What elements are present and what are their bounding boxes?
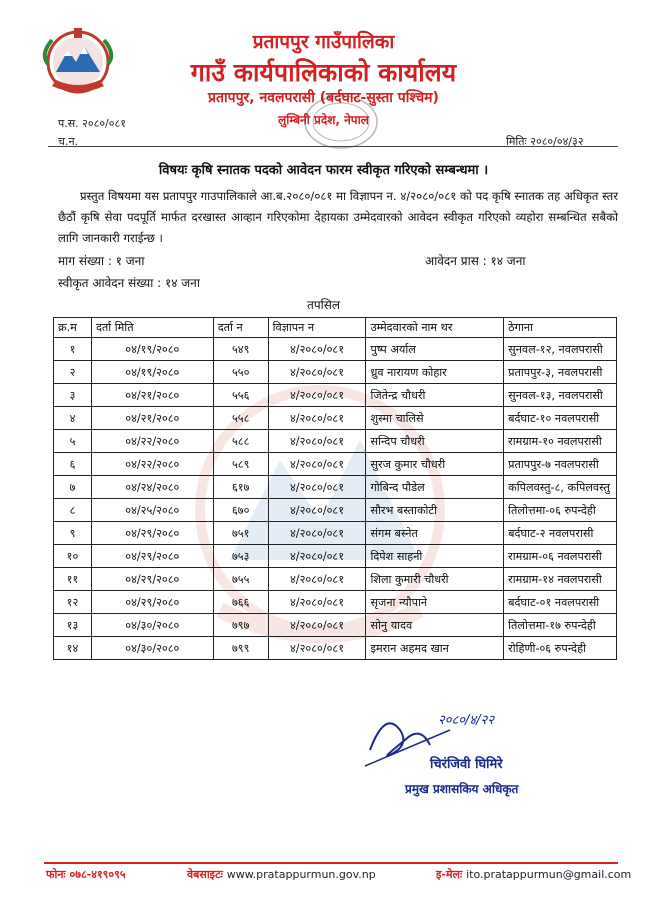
- officer-title: प्रमुख प्रशासकिय अधिकृत: [405, 782, 519, 796]
- table-row: [54, 568, 617, 591]
- cell-reg-no: ७५५: [213, 568, 268, 591]
- table-row: [54, 522, 617, 545]
- cell-ad-no: ४/२०८०/०८१: [268, 407, 366, 430]
- table-header-row: [54, 318, 617, 338]
- header-divider: [48, 146, 618, 147]
- cell-address: प्रतापपुर-७ नवलपरासी: [504, 453, 617, 476]
- table-title: तपसिल: [306, 298, 340, 312]
- table-row: [54, 499, 617, 522]
- cell-serial: ७: [54, 476, 92, 499]
- cell-candidate-name: शुस्मा चालिसे: [366, 407, 504, 430]
- cell-address: रामग्राम-१० नवलपरासी: [504, 430, 617, 453]
- cell-reg-date: ०४/३०/२०८०: [91, 614, 213, 637]
- cell-serial: ११: [54, 568, 92, 591]
- office-stamp: [302, 92, 380, 152]
- cell-address: रामग्राम-१४ नवलपरासी: [504, 568, 617, 591]
- letter-subject: विषयः कृषि स्नातक पदको आवेदन फारम स्वीकृत गरिएको सम्बन्धमा ।: [158, 163, 489, 178]
- cell-address: सुनवल-१२, नवलपरासी: [504, 338, 617, 361]
- cell-serial: २: [54, 361, 92, 384]
- cell-candidate-name: जितेन्द्र चौधरी: [366, 384, 504, 407]
- phone-label: फोनः: [46, 868, 66, 881]
- cell-serial: ३: [54, 384, 92, 407]
- cell-reg-date: ०४/२९/२०८०: [91, 545, 213, 568]
- table-row: [54, 430, 617, 453]
- cell-address: तिलोत्तमा-१७ रुपन्देही: [504, 614, 617, 637]
- table-row: [54, 384, 617, 407]
- email-label: इ-मेलः: [436, 868, 463, 881]
- cell-reg-date: ०४/२९/२०८०: [91, 522, 213, 545]
- cell-reg-no: ५५८: [213, 407, 268, 430]
- cell-ad-no: ४/२०८०/०८१: [268, 522, 366, 545]
- cell-candidate-name: इमरान अहमद खान: [366, 637, 504, 660]
- cell-candidate-name: सृजना न्यौपाने: [366, 591, 504, 614]
- col-header-candidate-name: उम्मेदवारको नाम थर: [366, 318, 504, 338]
- cell-address: बर्दघाट-१० नवलपरासी: [504, 407, 617, 430]
- cell-ad-no: ४/२०८०/०८१: [268, 430, 366, 453]
- cell-reg-date: ०४/२१/२०८०: [91, 384, 213, 407]
- cell-address: बर्दघाट-२ नवलपरासी: [504, 522, 617, 545]
- cell-serial: १४: [54, 637, 92, 660]
- cell-serial: ६: [54, 453, 92, 476]
- table-row: [54, 361, 617, 384]
- demand-count: माग संख्या : १ जना: [58, 254, 145, 268]
- col-header-serial: क्र.म: [54, 318, 92, 338]
- cell-reg-date: ०४/२१/२०८०: [91, 407, 213, 430]
- cell-ad-no: ४/२०८०/०८१: [268, 361, 366, 384]
- cell-serial: ९: [54, 522, 92, 545]
- cell-address: सुनवल-१३, नवलपरासी: [504, 384, 617, 407]
- cell-serial: ५: [54, 430, 92, 453]
- footer-phone: [46, 867, 126, 882]
- cell-reg-date: ०४/२९/२०८०: [91, 568, 213, 591]
- cell-address: तिलोत्तमा-०६ रुपन्देही: [504, 499, 617, 522]
- cell-reg-date: ०४/२२/२०८०: [91, 430, 213, 453]
- cell-reg-no: ५८८: [213, 430, 268, 453]
- cell-ad-no: ४/२०८०/०८१: [268, 384, 366, 407]
- footer-email: [436, 867, 631, 882]
- cell-reg-date: ०४/२९/२०८०: [91, 591, 213, 614]
- email-link[interactable]: ito.pratappurmun@gmail.com: [466, 868, 632, 881]
- footer-website: [187, 867, 376, 882]
- cell-reg-no: ७९९: [213, 637, 268, 660]
- office-name: गाउँ कार्यपालिकाको कार्यालय: [190, 58, 457, 87]
- cell-ad-no: ४/२०८०/०८१: [268, 545, 366, 568]
- cell-ad-no: ४/२०८०/०८१: [268, 338, 366, 361]
- col-header-ad-no: विज्ञापन न: [268, 318, 366, 338]
- footer-divider: [44, 862, 618, 864]
- cell-candidate-name: संगम बस्नेत: [366, 522, 504, 545]
- cell-serial: ८: [54, 499, 92, 522]
- office-address: प्रतापपुर, नवलपरासी (बर्दघाट-सुस्ता पश्चिम): [208, 90, 439, 106]
- col-header-reg-no: दर्ता न: [213, 318, 268, 338]
- cell-ad-no: ४/२०८०/०८१: [268, 453, 366, 476]
- cell-reg-date: ०४/१९/२०८०: [91, 361, 213, 384]
- letter-body: प्रस्तुत विषयमा यस प्रतापपुर गाउपालिकाले आ.ब.२०८०/०८१ मा विज्ञापन न. ४/२०८०/०८१ को पद कृषि स्नातक तह अधिकृत स्तर छैठौं कृषि सेवा पदपूर्ति मार्फत दरखास्त आव्हान गरिएकोमा देहायका उम्मेदवारको आवेदन स्वीकृत गरिएको व्यहोरा सम्बन्धित सबैको लागि जानकारी गराईन्छ ।: [58, 189, 618, 245]
- cell-candidate-name: शिला कुमारी चौधरी: [366, 568, 504, 591]
- cell-reg-no: ५५६: [213, 384, 268, 407]
- cell-address: रोहिणी-०६ रुपन्देही: [504, 637, 617, 660]
- cell-reg-date: ०४/२५/२०८०: [91, 499, 213, 522]
- cell-serial: १३: [54, 614, 92, 637]
- cell-reg-no: ५४९: [213, 338, 268, 361]
- letter-date: मितिः २०८०/०४/३२: [506, 135, 584, 148]
- cell-serial: १०: [54, 545, 92, 568]
- province-name: लुम्बिनी प्रदेश, नेपाल: [278, 113, 369, 127]
- cell-serial: ४: [54, 407, 92, 430]
- municipality-name: प्रतापपुर गाउँपालिका: [252, 31, 395, 53]
- cell-reg-no: ७६६: [213, 591, 268, 614]
- cell-reg-no: ६७०: [213, 499, 268, 522]
- cell-address: बर्दघाट-०१ नवलपरासी: [504, 591, 617, 614]
- cell-candidate-name: सोनु यादव: [366, 614, 504, 637]
- cell-candidate-name: ध्रुव नारायण कोहार: [366, 361, 504, 384]
- table-row: [54, 591, 617, 614]
- cell-ad-no: ४/२०८०/०८१: [268, 568, 366, 591]
- table-row: [54, 407, 617, 430]
- dispatch-number: च.न.: [58, 135, 79, 148]
- table-row: [54, 338, 617, 361]
- table-row: [54, 545, 617, 568]
- phone-value: ०७८-४१९०९५: [69, 868, 126, 881]
- approved-candidates-table: [53, 317, 617, 660]
- table-row: [54, 637, 617, 660]
- website-link[interactable]: www.pratappurmun.gov.np: [226, 868, 376, 881]
- cell-ad-no: ४/२०८०/०८१: [268, 476, 366, 499]
- table-row: [54, 453, 617, 476]
- approved-count: स्वीकृत आवेदन संख्या : १४ जना: [58, 276, 200, 290]
- cell-reg-date: ०४/१९/२०८०: [91, 338, 213, 361]
- cell-candidate-name: गोबिन्द पौडेल: [366, 476, 504, 499]
- cell-reg-date: ०४/२२/२०८०: [91, 453, 213, 476]
- cell-candidate-name: दिपेश साहनी: [366, 545, 504, 568]
- cell-candidate-name: सन्दिप चौधरी: [366, 430, 504, 453]
- cell-reg-no: ७५३: [213, 545, 268, 568]
- cell-ad-no: ४/२०८०/०८१: [268, 637, 366, 660]
- cell-ad-no: ४/२०८०/०८१: [268, 614, 366, 637]
- cell-address: प्रतापपुर-३, नवलपरासी: [504, 361, 617, 384]
- cell-candidate-name: पुष्प अर्याल: [366, 338, 504, 361]
- cell-address: कपिलवस्तु-८, कपिलवस्तु: [504, 476, 617, 499]
- officer-name: चिरंजिवी घिमिरे: [430, 757, 503, 772]
- fiscal-year: प.स. २०८०/०८१: [58, 117, 126, 130]
- cell-serial: १२: [54, 591, 92, 614]
- col-header-address: ठेगाना: [504, 318, 617, 338]
- table-row: [54, 476, 617, 499]
- cell-address: रामग्राम-०६ नवलपरासी: [504, 545, 617, 568]
- cell-candidate-name: सुरज कुमार चौधरी: [366, 453, 504, 476]
- cell-serial: १: [54, 338, 92, 361]
- table-row: [54, 614, 617, 637]
- cell-reg-no: ७५१: [213, 522, 268, 545]
- col-header-reg-date: दर्ता मिति: [91, 318, 213, 338]
- cell-ad-no: ४/२०८०/०८१: [268, 591, 366, 614]
- cell-reg-no: ५८९: [213, 453, 268, 476]
- cell-ad-no: ४/२०८०/०८१: [268, 499, 366, 522]
- cell-reg-no: ६१७: [213, 476, 268, 499]
- cell-candidate-name: सौरभ बस्ताकोटी: [366, 499, 504, 522]
- cell-reg-no: ५५०: [213, 361, 268, 384]
- cell-reg-date: ०४/२४/२०८०: [91, 476, 213, 499]
- received-count: आवेदन प्रास : १४ जना: [425, 254, 526, 268]
- signature-date: २०८०/४/२२: [438, 713, 495, 728]
- cell-reg-no: ७९७: [213, 614, 268, 637]
- website-label: वेबसाइटः: [187, 868, 223, 881]
- cell-reg-date: ०४/३०/२०८०: [91, 637, 213, 660]
